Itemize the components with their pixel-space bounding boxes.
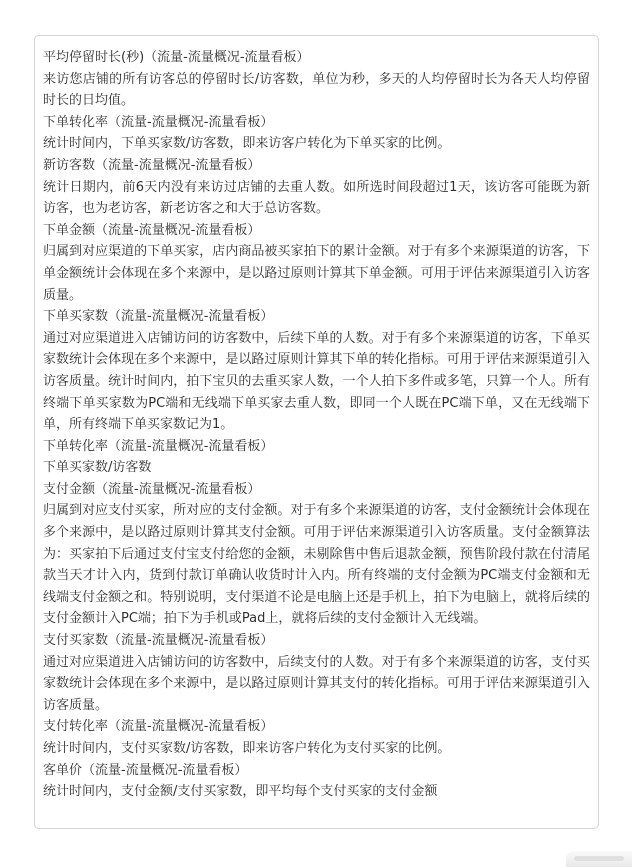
definition-description: 归属到对应渠道的下单买家，店内商品被买家拍下的累计金额。对于有多个来源渠道的访客，下单金额统计会体现在多个来源中，是以路过原则计算其下单金额。可用于评估来源渠道引入访客质量。 bbox=[43, 244, 590, 303]
scrollbar-thumb[interactable] bbox=[574, 856, 624, 861]
definition-term: 客单价（流量-流量概况-流量看板） bbox=[43, 762, 248, 778]
definition-entry bbox=[43, 306, 590, 436]
definition-entry bbox=[43, 47, 590, 112]
definition-term: 下单转化率（流量-流量概况-流量看板） bbox=[43, 114, 274, 130]
definition-term: 下单买家数（流量-流量概况-流量看板） bbox=[43, 309, 274, 325]
definition-description: 统计时间内，支付买家数/访客数，即来访客户转化为支付买家的比例。 bbox=[43, 741, 451, 756]
definition-term: 平均停留时长(秒)（流量-流量概况-流量看板） bbox=[43, 50, 310, 65]
definition-term: 支付买家数（流量-流量概况-流量看板） bbox=[43, 633, 274, 649]
definition-entry bbox=[43, 436, 590, 479]
definition-description: 通过对应渠道进入店铺访问的访客数中，后续下单的人数。对于有多个来源渠道的访客，下单买家数统计会体现在多个来源中，是以路过原则计算其下单的转化指标。可用于评估来源渠道引入访客质量。统计时间内，拍下宝贝的去重买家人数，一个人拍下多件或多笔，只算一个人。所有终端下单买家数为PC端和无线端下单买家去重人数，即同一个人既在PC端下单，又在无线端下单，所有终端下单买家数记为1。 bbox=[43, 330, 590, 433]
definition-description: 通过对应渠道进入店铺访问的访客数中，后续支付的人数。对于有多个来源渠道的访客，支付买家数统计会体现在多个来源中，是以路过原则计算其支付的转化指标。可用于评估来源渠道引入访客质量。 bbox=[43, 654, 590, 713]
definition-term: 下单金额（流量-流量概况-流量看板） bbox=[43, 222, 261, 238]
definition-entry bbox=[43, 220, 590, 306]
definition-entry bbox=[43, 716, 590, 759]
definition-entry bbox=[43, 760, 590, 803]
definition-term: 支付转化率（流量-流量概况-流量看板） bbox=[43, 719, 274, 735]
definition-term: 下单转化率（流量-流量概况-流量看板） bbox=[43, 438, 274, 454]
definition-entry bbox=[43, 630, 590, 716]
horizontal-scrollbar[interactable] bbox=[566, 851, 632, 867]
definition-description: 统计时间内，下单买家数/访客数，即来访客户转化为下单买家的比例。 bbox=[43, 136, 451, 152]
definition-term: 新访客数（流量-流量概况-流量看板） bbox=[43, 157, 261, 173]
definition-description: 下单买家数/访客数 bbox=[43, 460, 152, 476]
definition-description: 统计时间内，支付金额/支付买家数，即平均每个支付买家的支付金额 bbox=[43, 784, 438, 800]
definition-description: 来访您店铺的所有访客总的停留时长/访客数，单位为秒，多天的人均停留时长为各天人均停留时长的日均值。 bbox=[43, 71, 590, 109]
definition-entry bbox=[43, 112, 590, 155]
definition-description: 统计日期内，前6天内没有来访过店铺的去重人数。如所选时间段超过1天，该访客可能既为新访客，也为老访客，新老访客之和大于总访客数。 bbox=[43, 179, 590, 217]
definitions-panel bbox=[34, 35, 599, 829]
definition-term: 支付金额（流量-流量概况-流量看板） bbox=[43, 481, 261, 497]
definition-entry bbox=[43, 479, 590, 630]
definition-entry bbox=[43, 155, 590, 220]
definition-description: 归属到对应支付买家，所对应的支付金额。对于有多个来源渠道的访客，支付金额统计会体现在多个来源中，是以路过原则计算其支付金额。可用于评估来源渠道引入访客质量。支付金额算法为：买家拍下后通过支付宝支付给您的金额，未剔除售中售后退款金额，预售阶段付款在付清尾款当天才计入内，货到付款订单确认收货时计入内。所有终端的支付金额为PC端支付金额和无线端支付金额之和。特别说明，支付渠道不论是电脑上还是手机上，拍下为电脑上，就将后续的支付金额计入PC端；拍下为手机或Pad上，就将后续的支付金额计入无线端。 bbox=[43, 503, 590, 627]
